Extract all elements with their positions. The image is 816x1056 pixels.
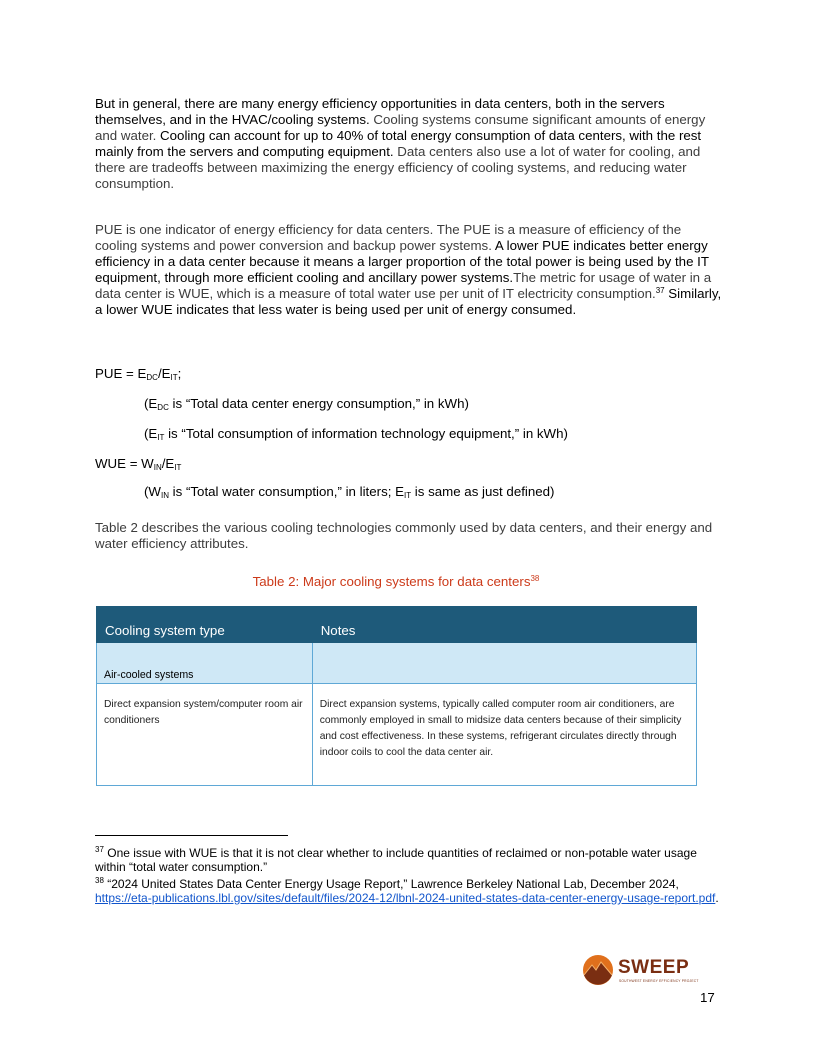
- table-caption: Table 2: Major cooling systems for data centers$^{38}$: [252, 574, 540, 589]
- footnote-38-link[interactable]: https://eta-publications.lbl.gov/sites/default/files/2024-12/lbnl-2024-united-states-data-center-energy-usage-report.pdf: [95, 891, 716, 905]
- footnote-ref-37[interactable]: 37: [655, 285, 665, 295]
- p1-sentence-2: Cooling systems consume significant amounts of energy and water.: [95, 111, 706, 143]
- footnote-37: $^{37}$ One issue with WUE is that it is not clear whether to include quantities of reclaimed or non-potable water usage within “total water consumption.”: [95, 845, 697, 874]
- sweep-mountain-logo-icon: [581, 953, 615, 987]
- p1-sentence-1: But in general, there are many energy efficiency opportunities in data centers, both in the servers themselves, and in the HVAC/cooling systems.: [95, 96, 665, 127]
- row-cooling-type: Direct expansion system/computer room air conditioners: [97, 684, 313, 786]
- table-section-row: [97, 643, 697, 684]
- header-cooling-system-type: Cooling system type: [97, 607, 313, 643]
- page-number: 17: [700, 990, 715, 1005]
- footnote-ref-38[interactable]: 38: [530, 574, 540, 583]
- section-empty-cell: [312, 643, 696, 684]
- wue-formula: WUE = $W_{IN}/E_{IT}$: [95, 456, 182, 472]
- p1-sentence-3: Cooling can account for up to 40% of total energy consumption of data centers, with the rest mainly from the servers and computing equipment.: [95, 127, 702, 159]
- p1-sentence-4: Data centers also use a lot of water for cooling, and there are tradeoffs between maximizing the energy efficiency of cooling systems, and reducing water consumption.: [95, 143, 701, 191]
- p2-sentence-2: A lower PUE indicates better energy efficiency in a data center because it means a larger proportion of the total power is being used by the IT equipment, through more efficient cooling and ancillary power systems.: [95, 237, 709, 285]
- p2-sentence-1: PUE is one indicator of energy efficiency for data centers. The PUE is a measure of efficiency of the cooling systems and power conversion and backup power systems.: [95, 222, 682, 253]
- paragraph-table-intro: Table 2 describes the various cooling technologies commonly used by data centers, and their energy and water efficiency attributes.: [95, 520, 713, 551]
- header-notes: Notes: [312, 607, 696, 643]
- eit-definition: ($E_{IT}$ is “Total consumption of information technology equipment,” in kWh): [144, 426, 568, 442]
- sweep-logo-name: SWEEP: [618, 957, 690, 978]
- pue-formula: PUE = $E_{DC}/E_{IT}$;: [95, 366, 182, 382]
- win-definition: ($W_{IN}$ is “Total water consumption,” in liters; $E_{IT}$ is same as just defined): [144, 484, 555, 500]
- footnote-separator: [95, 835, 288, 836]
- p2-sentence-3: The metric for usage of water in a data center is WUE, which is a measure of total water use per unit of IT electricity consumption.: [95, 269, 712, 301]
- table-header-row: [97, 607, 697, 643]
- table-row: [97, 684, 697, 786]
- section-air-cooled-systems: Air-cooled systems: [97, 643, 313, 684]
- p2-sentence-4: Similarly, a lower WUE indicates that less water is being used per unit of energy consumed.: [95, 285, 722, 317]
- paragraph-pue-wue: [95, 222, 725, 317]
- edc-definition: ($E_{DC}$ is “Total data center energy consumption,” in kWh): [144, 396, 469, 412]
- footnote-38: $^{38}$ “2024 United States Data Center Energy Usage Report,” Lawrence Berkeley National Lab, December 2024, https://eta-publications.lbl.gov/sites/default/files/2024-12/lbnl-2024-united-states-data-center-energy-usage-report.pdf.: [95, 876, 719, 905]
- cooling-systems-table: [96, 606, 697, 786]
- paragraph-efficiency-opportunities: [95, 96, 725, 191]
- row-notes: Direct expansion systems, typically called computer room air conditioners, are commonly employed in small to midsize data centers because of their simplicity and cost effectiveness. In these systems, refrigerant circulates directly through indoor coils to cool the data center air.: [312, 684, 696, 786]
- sweep-logo: [581, 953, 699, 987]
- sweep-logo-tagline: SOUTHWEST ENERGY EFFICIENCY PROJECT: [619, 979, 699, 983]
